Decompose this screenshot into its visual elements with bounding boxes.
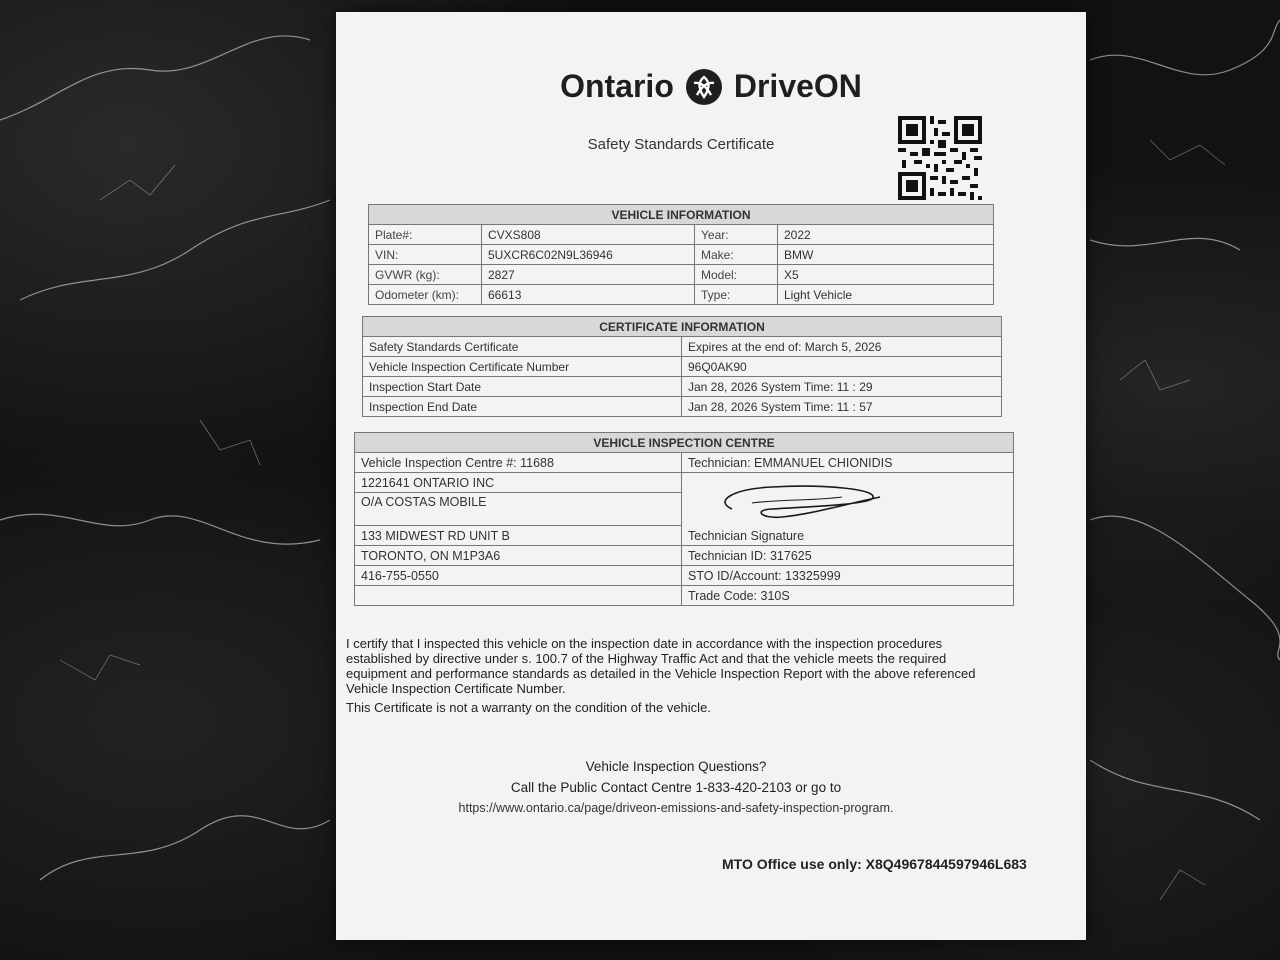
- contact-centre-line: Call the Public Contact Centre 1-833-420-2103 or go to: [510, 780, 842, 795]
- odometer-label: Odometer (km):: [369, 285, 482, 305]
- inspection-centre-heading: VEHICLE INSPECTION CENTRE: [355, 433, 1014, 453]
- vehicle-information-table: [368, 204, 994, 305]
- questions-heading: Vehicle Inspection Questions?: [585, 759, 767, 774]
- model-value: X5: [778, 265, 994, 285]
- start-date-label: Inspection Start Date: [363, 377, 682, 397]
- certification-statement: I certify that I inspected this vehicle on the inspection date in accordance with the inspection procedures established by directive under s. 100.7 of the Highway Traffic Act and that the vehicle meets the required equipment and performance standards as detailed in the Vehicle Inspection Report with the above referenced Vehicle Inspection Certificate Number.: [346, 636, 976, 696]
- type-label: Type:: [695, 285, 778, 305]
- document-title: Safety Standards Certificate: [587, 136, 775, 153]
- brand-driveon: DriveON: [733, 68, 862, 104]
- plate-label: Plate#:: [369, 225, 482, 245]
- table-row: [363, 377, 1002, 397]
- brand-ontario: Ontario: [560, 68, 674, 104]
- model-label: Model:: [695, 265, 778, 285]
- certificate-number-label: Vehicle Inspection Certificate Number: [363, 357, 682, 377]
- empty-cell: [355, 586, 682, 606]
- signature-cell: [682, 473, 1014, 546]
- certificate-information-heading: CERTIFICATE INFORMATION: [363, 317, 1002, 337]
- make-value: BMW: [778, 245, 994, 265]
- certification-block: [346, 636, 1006, 715]
- table-row: [363, 397, 1002, 417]
- year-value: 2022: [778, 225, 994, 245]
- expiry-value: Expires at the end of: March 5, 2026: [682, 337, 1002, 357]
- table-row: [369, 285, 994, 305]
- table-row: [369, 225, 994, 245]
- certificate-number-value: 96Q0AK90: [682, 357, 1002, 377]
- sto-account: STO ID/Account: 13325999: [682, 566, 1014, 586]
- vehicle-information-heading: VEHICLE INFORMATION: [369, 205, 994, 225]
- centre-city: TORONTO, ON M1P3A6: [355, 546, 682, 566]
- vin-label: VIN:: [369, 245, 482, 265]
- table-row: [369, 245, 994, 265]
- qr-code-icon: [898, 116, 982, 200]
- start-date-value: Jan 28, 2026 System Time: 11 : 29: [682, 377, 1002, 397]
- end-date-label: Inspection End Date: [363, 397, 682, 417]
- company-dba: O/A COSTAS MOBILE: [355, 493, 682, 526]
- program-url[interactable]: https://www.ontario.ca/page/driveon-emissions-and-safety-inspection-program.: [458, 801, 894, 815]
- company-name: 1221641 ONTARIO INC: [355, 473, 682, 493]
- inspection-centre-table: [354, 432, 1014, 606]
- technician-name: Technician: EMMANUEL CHIONIDIS: [682, 453, 1014, 473]
- end-date-value: Jan 28, 2026 System Time: 11 : 57: [682, 397, 1002, 417]
- signature-icon: [712, 479, 892, 527]
- table-row: [355, 566, 1014, 586]
- contact-block: [396, 756, 956, 819]
- table-row: [355, 473, 1014, 493]
- table-row: [363, 337, 1002, 357]
- make-label: Make:: [695, 245, 778, 265]
- centre-phone: 416-755-0550: [355, 566, 682, 586]
- type-value: Light Vehicle: [778, 285, 994, 305]
- certificate-information-table: [362, 316, 1002, 417]
- mto-office-use: [722, 856, 1027, 872]
- certificate-paper: [336, 12, 1086, 940]
- gvwr-value: 2827: [482, 265, 695, 285]
- ontario-driveon-logo: [336, 68, 1086, 105]
- mto-code: X8Q4967844597946L683: [865, 856, 1027, 872]
- signature-label: Technician Signature: [688, 529, 805, 543]
- centre-address: 133 MIDWEST RD UNIT B: [355, 526, 682, 546]
- year-label: Year:: [695, 225, 778, 245]
- table-row: [369, 265, 994, 285]
- vin-value: 5UXCR6C02N9L36946: [482, 245, 695, 265]
- plate-value: CVXS808: [482, 225, 695, 245]
- table-row: [355, 586, 1014, 606]
- centre-number: Vehicle Inspection Centre #: 11688: [355, 453, 682, 473]
- technician-id: Technician ID: 317625: [682, 546, 1014, 566]
- odometer-value: 66613: [482, 285, 695, 305]
- table-row: [355, 546, 1014, 566]
- trillium-logo-icon: [686, 69, 722, 105]
- table-row: [355, 453, 1014, 473]
- trade-code: Trade Code: 310S: [682, 586, 1014, 606]
- certificate-label: Safety Standards Certificate: [363, 337, 682, 357]
- warranty-disclaimer: This Certificate is not a warranty on the condition of the vehicle.: [346, 700, 711, 715]
- mto-label: MTO Office use only:: [722, 856, 862, 872]
- gvwr-label: GVWR (kg):: [369, 265, 482, 285]
- table-row: [363, 357, 1002, 377]
